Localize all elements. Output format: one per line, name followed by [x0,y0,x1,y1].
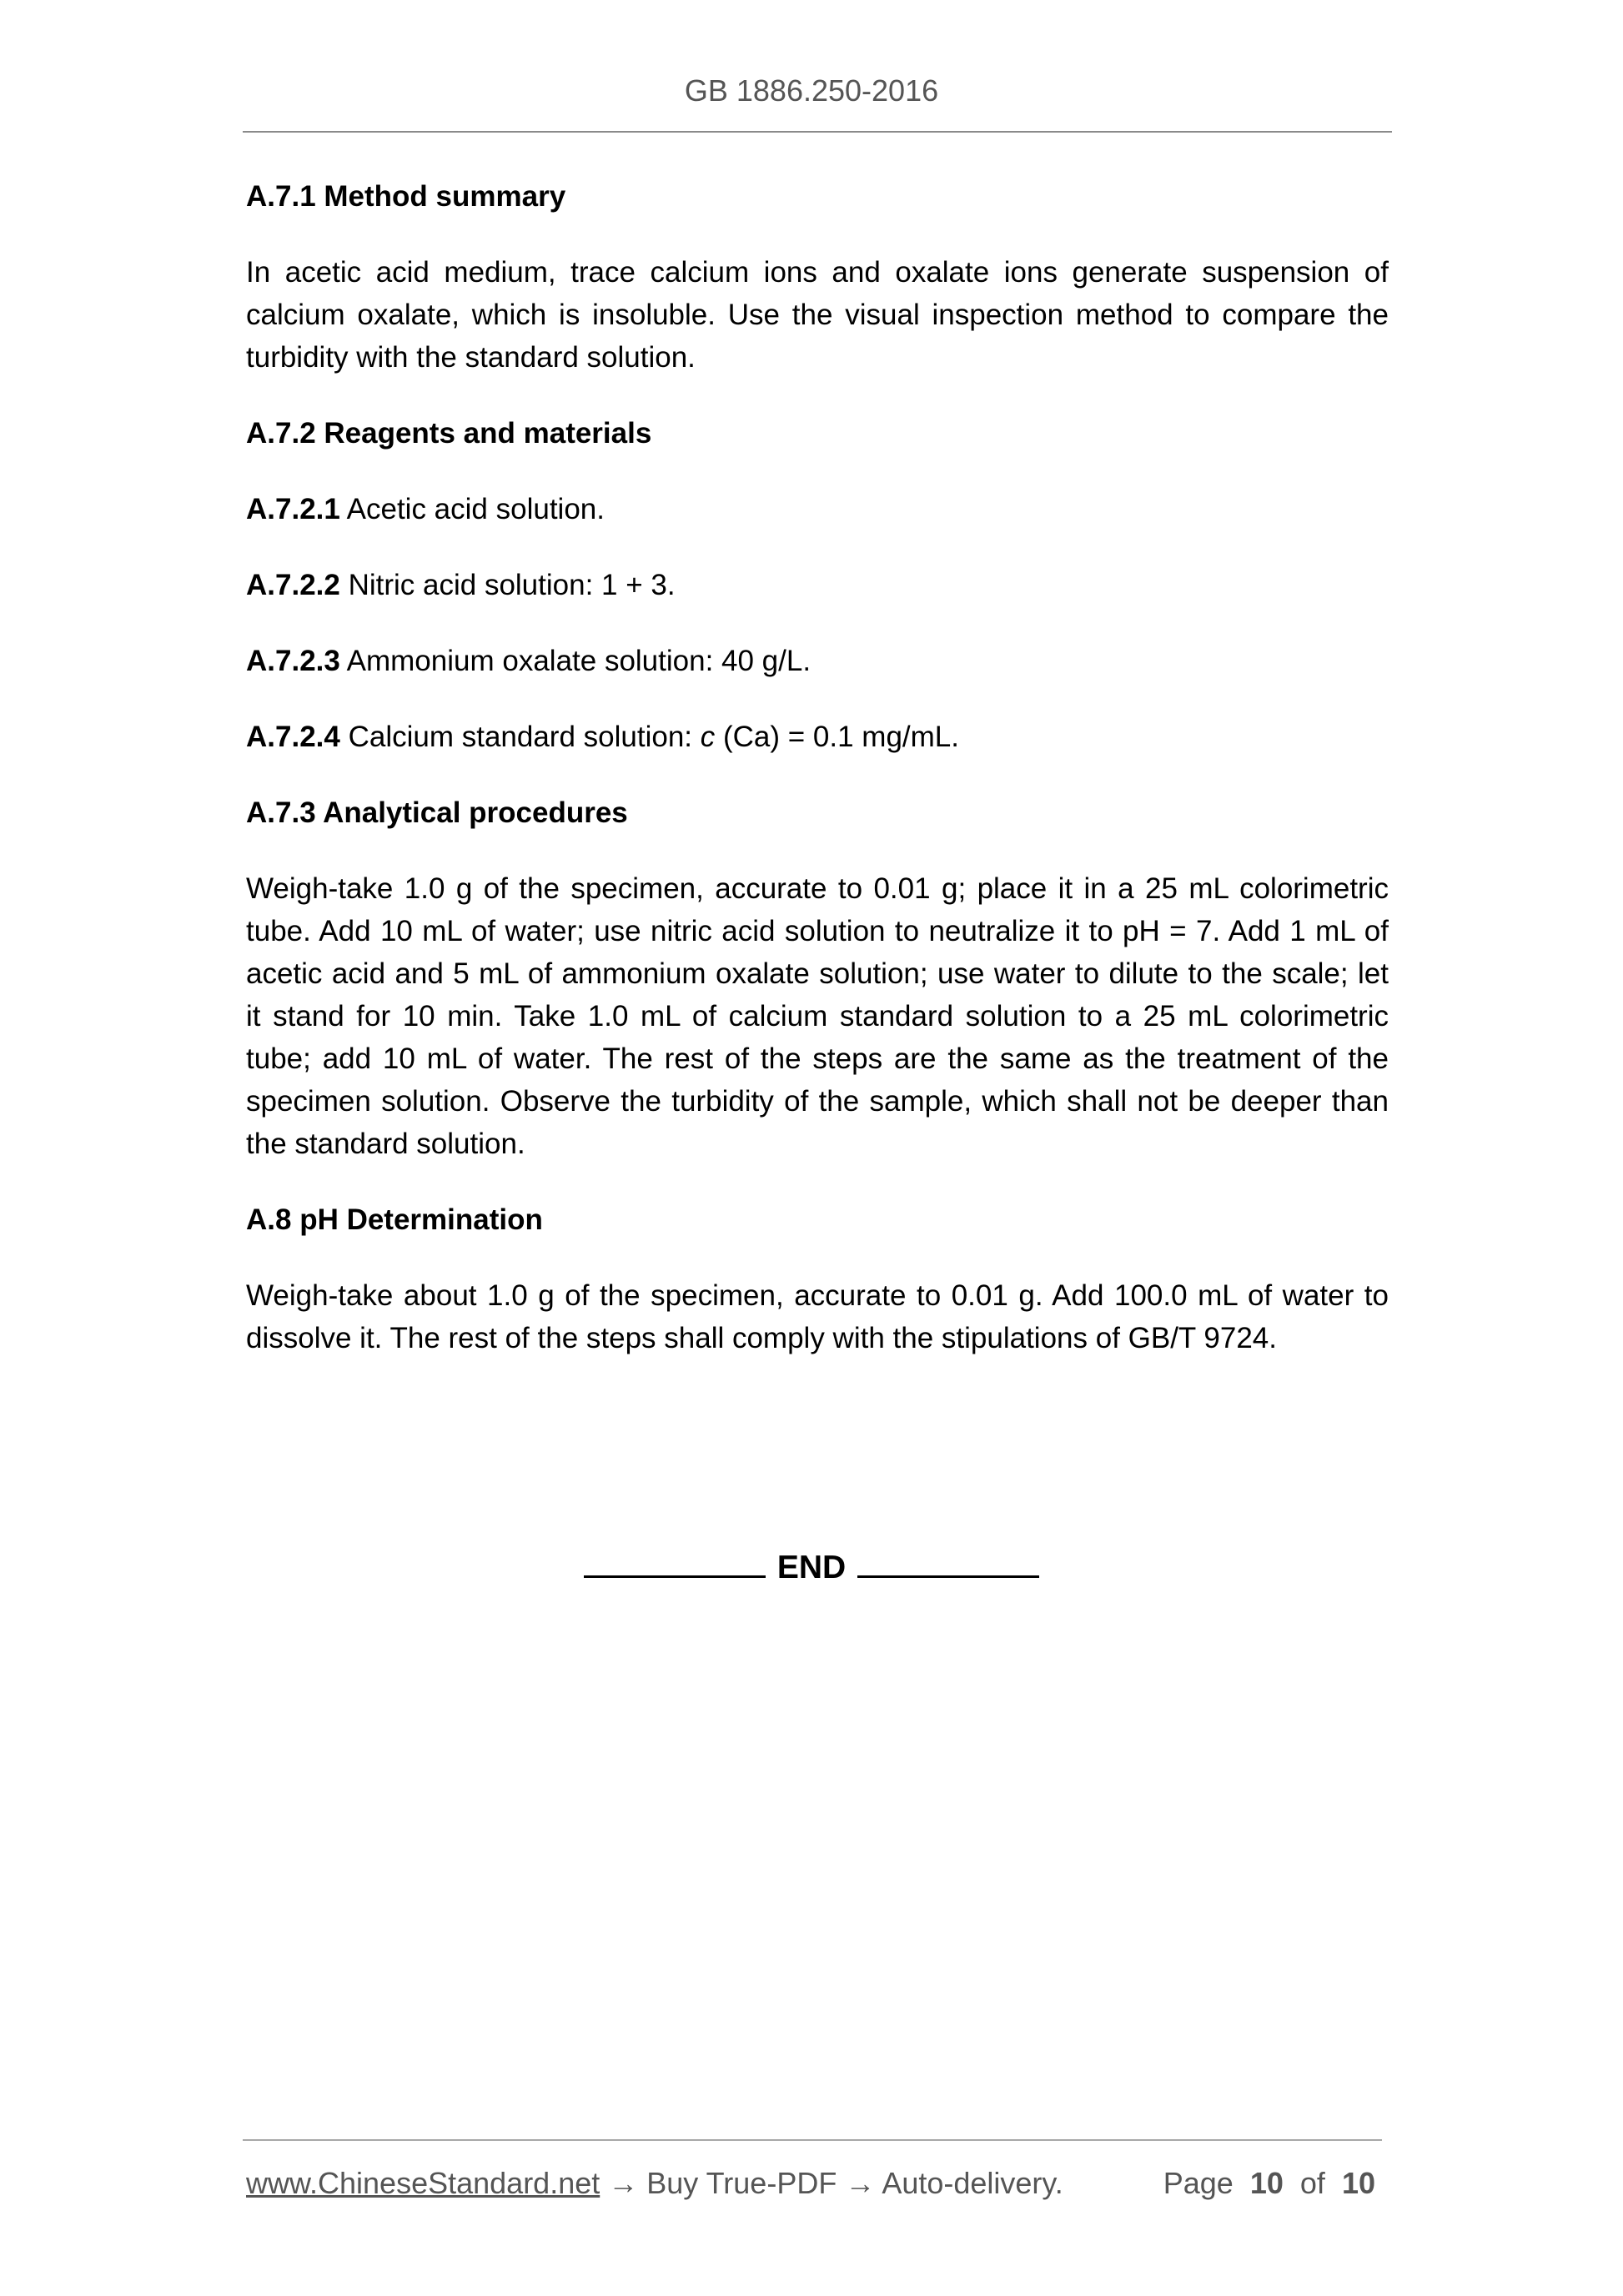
item-a722 [246,564,1389,606]
document-header: GB 1886.250-2016 [684,73,939,108]
item-text: Acetic acid solution. [339,493,605,525]
item-text: Ammonium oxalate solution: 40 g/L. [339,645,812,677]
item-number: A.7.2.2 [246,569,340,601]
item-a723 [246,640,1389,682]
item-number: A.7.2.1 [246,493,340,525]
end-rule-left [584,1550,766,1578]
page-current: 10 [1249,2166,1284,2200]
of-label: of [1299,2166,1325,2200]
end-rule-right [857,1550,1039,1578]
item-a721 [246,488,1389,530]
website-link[interactable]: www.ChineseStandard.net [246,2166,600,2200]
paragraph-a71: In acetic acid medium, trace calcium ions and oxalate ions generate suspension of calcium oxalate, which is insoluble. Use the visual inspection method to compare the turbidity with the standard solution. [246,256,1389,374]
item-a724 [246,716,1389,758]
section-title-a8: A.8 pH Determination [246,1203,543,1236]
item-text: Calcium standard solution: [339,721,701,753]
footer-divider [243,2139,1382,2141]
paragraph-a73: Weigh-take 1.0 g of the specimen, accurate to 0.01 g; place it in a 25 mL colorimetric tube. Add 10 mL of water; use nitric acid solution to neutralize it to pH = 7. Add 1 mL of acetic acid and 5 mL of ammonium oxalate solution; use water to dilute to the scale; let it stand for 10 min. Take 1.0 mL of calcium standard solution to a 25 mL colorimetric tube; add 10 mL of water. The rest of the steps are the same as the treatment of the specimen solution. Observe the turbidity of the sample, which shall not be deeper than the standard solution. [246,872,1389,1160]
variable-c: c [700,721,716,753]
header-divider [243,131,1392,133]
item-number: A.7.2.3 [246,645,340,677]
item-text-tail: (Ca) = 0.1 mg/mL. [715,721,959,753]
end-marker [0,1550,1623,1586]
page-total: 10 [1341,2166,1375,2200]
item-number: A.7.2.4 [246,721,340,753]
page-footer [246,2166,1382,2201]
page-indicator [1163,2166,1375,2201]
section-title-a73: A.7.3 Analytical procedures [246,796,628,829]
document-body [246,175,1389,1359]
item-text: Nitric acid solution: 1 + 3. [339,569,676,601]
page-label: Page [1163,2166,1234,2200]
end-label: END [776,1550,847,1585]
section-title-a71: A.7.1 Method summary [246,180,566,213]
footer-tagline: → Buy True-PDF → Auto-delivery. [600,2166,1063,2200]
section-title-a72: A.7.2 Reagents and materials [246,417,652,450]
paragraph-a8: Weigh-take about 1.0 g of the specimen, accurate to 0.01 g. Add 100.0 mL of water to dissolve it. The rest of the steps shall comply with the stipulations of GB/T 9724. [246,1279,1389,1354]
